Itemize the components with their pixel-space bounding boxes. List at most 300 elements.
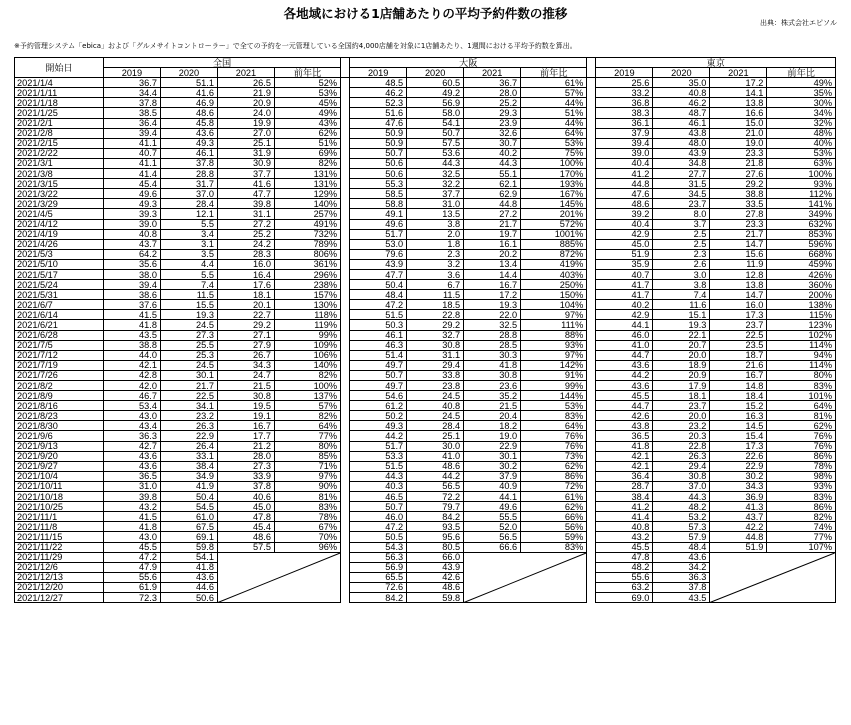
cell-value: 26.7 bbox=[217, 350, 274, 360]
cell-value: 43.8 bbox=[596, 421, 653, 431]
spacer bbox=[341, 582, 350, 592]
cell-value: 57% bbox=[274, 401, 340, 411]
spacer bbox=[587, 98, 596, 108]
cell-value: 60.5 bbox=[407, 78, 464, 88]
cell-value: 37.6 bbox=[103, 300, 160, 310]
spacer bbox=[341, 592, 350, 602]
spacer bbox=[587, 290, 596, 300]
spacer bbox=[341, 350, 350, 360]
col-yoy: 前年比 bbox=[521, 68, 587, 78]
spacer bbox=[341, 209, 350, 219]
row-date: 2021/6/14 bbox=[15, 310, 104, 320]
cell-value: 36.9 bbox=[710, 492, 767, 502]
cell-value: 83% bbox=[767, 381, 836, 391]
row-date: 2021/4/5 bbox=[15, 209, 104, 219]
cell-value: 33.9 bbox=[217, 471, 274, 481]
cell-value: 82% bbox=[274, 370, 340, 380]
cell-value: 53% bbox=[521, 401, 587, 411]
cell-value: 27.1 bbox=[217, 330, 274, 340]
table-row bbox=[15, 532, 836, 542]
cell-value: 13.8 bbox=[710, 98, 767, 108]
cell-value: 41.3 bbox=[710, 502, 767, 512]
cell-value: 48.0 bbox=[653, 138, 710, 148]
cell-value: 20.0 bbox=[653, 411, 710, 421]
cell-value: 12.8 bbox=[710, 269, 767, 279]
spacer bbox=[341, 148, 350, 158]
cell-value: 32.5 bbox=[407, 169, 464, 179]
row-date: 2021/4/26 bbox=[15, 239, 104, 249]
cell-value: 45.4 bbox=[103, 179, 160, 189]
cell-value: 86% bbox=[767, 451, 836, 461]
cell-value: 39.0 bbox=[103, 219, 160, 229]
row-date: 2021/5/17 bbox=[15, 269, 104, 279]
table-row bbox=[15, 461, 836, 471]
spacer bbox=[341, 492, 350, 502]
cell-value: 47.8 bbox=[596, 552, 653, 562]
cell-value: 18.2 bbox=[464, 421, 521, 431]
cell-value: 45.5 bbox=[103, 542, 160, 552]
cell-value: 157% bbox=[274, 290, 340, 300]
region-header-osaka: 大阪 bbox=[350, 58, 587, 68]
table-row bbox=[15, 552, 836, 562]
cell-value: 47.7 bbox=[350, 269, 407, 279]
cell-value: 44.3 bbox=[464, 158, 521, 168]
cell-value: 88% bbox=[521, 330, 587, 340]
cell-value: 23.5 bbox=[710, 340, 767, 350]
cell-value: 41.8 bbox=[103, 522, 160, 532]
table-row bbox=[15, 350, 836, 360]
table-row bbox=[15, 370, 836, 380]
cell-value: 43.4 bbox=[103, 421, 160, 431]
cell-value: 28.8 bbox=[160, 169, 217, 179]
spacer bbox=[587, 391, 596, 401]
spacer bbox=[341, 269, 350, 279]
row-date: 2021/1/11 bbox=[15, 88, 104, 98]
cell-value: 63% bbox=[767, 158, 836, 168]
cell-value: 55.1 bbox=[464, 169, 521, 179]
row-date: 2021/7/19 bbox=[15, 360, 104, 370]
cell-value: 62% bbox=[274, 128, 340, 138]
cell-value: 50.7 bbox=[350, 370, 407, 380]
cell-value: 30.1 bbox=[464, 451, 521, 461]
spacer bbox=[587, 340, 596, 350]
cell-value: 22.8 bbox=[653, 441, 710, 451]
cell-value: 49.6 bbox=[350, 219, 407, 229]
cell-value: 93% bbox=[767, 179, 836, 189]
cell-value: 200% bbox=[767, 290, 836, 300]
cell-value: 47.6 bbox=[596, 189, 653, 199]
cell-value: 23.7 bbox=[653, 199, 710, 209]
cell-value: 21.5 bbox=[217, 381, 274, 391]
cell-value: 20.9 bbox=[653, 370, 710, 380]
cell-value: 53% bbox=[274, 88, 340, 98]
cell-value: 37.9 bbox=[596, 128, 653, 138]
cell-value: 27.2 bbox=[217, 219, 274, 229]
spacer bbox=[341, 169, 350, 179]
cell-value: 83% bbox=[521, 411, 587, 421]
table-row bbox=[15, 118, 836, 128]
cell-value: 49% bbox=[274, 108, 340, 118]
cell-value: 93.5 bbox=[407, 522, 464, 532]
spacer bbox=[341, 98, 350, 108]
cell-value: 50.7 bbox=[350, 502, 407, 512]
spacer bbox=[587, 330, 596, 340]
spacer bbox=[341, 118, 350, 128]
cell-value: 95.6 bbox=[407, 532, 464, 542]
row-date: 2021/5/24 bbox=[15, 280, 104, 290]
spacer bbox=[341, 481, 350, 491]
cell-value: 48.6 bbox=[217, 532, 274, 542]
cell-value: 97% bbox=[521, 350, 587, 360]
row-date: 2021/2/22 bbox=[15, 148, 104, 158]
cell-value: 26.3 bbox=[160, 421, 217, 431]
cell-value: 62% bbox=[521, 461, 587, 471]
cell-value: 18.5 bbox=[407, 300, 464, 310]
cell-value: 11.5 bbox=[160, 290, 217, 300]
cell-value: 47.8 bbox=[217, 512, 274, 522]
cell-value: 80% bbox=[767, 370, 836, 380]
cell-value: 76% bbox=[767, 441, 836, 451]
cell-value: 77% bbox=[274, 431, 340, 441]
cell-value: 47.2 bbox=[350, 522, 407, 532]
cell-value: 17.6 bbox=[217, 280, 274, 290]
cell-value: 41.7 bbox=[596, 290, 653, 300]
cell-value: 43.6 bbox=[103, 451, 160, 461]
cell-value: 22.1 bbox=[653, 330, 710, 340]
spacer bbox=[587, 370, 596, 380]
cell-value: 19.7 bbox=[464, 229, 521, 239]
spacer bbox=[587, 138, 596, 148]
row-date: 2021/5/31 bbox=[15, 290, 104, 300]
cell-value: 53% bbox=[767, 148, 836, 158]
cell-value: 43.9 bbox=[407, 562, 464, 572]
table-row bbox=[15, 421, 836, 431]
cell-value: 43.6 bbox=[160, 128, 217, 138]
spacer bbox=[587, 471, 596, 481]
spacer bbox=[341, 239, 350, 249]
cell-value: 16.0 bbox=[217, 259, 274, 269]
cell-value: 2.0 bbox=[407, 229, 464, 239]
cell-value: 34.3 bbox=[217, 360, 274, 370]
cell-value: 78% bbox=[767, 461, 836, 471]
table-row bbox=[15, 320, 836, 330]
cell-value: 50.6 bbox=[350, 158, 407, 168]
cell-value: 20.4 bbox=[464, 411, 521, 421]
row-date: 2021/4/19 bbox=[15, 229, 104, 239]
cell-value: 75% bbox=[521, 148, 587, 158]
cell-value: 86% bbox=[521, 471, 587, 481]
cell-value: 64% bbox=[274, 421, 340, 431]
cell-value: 732% bbox=[274, 229, 340, 239]
cell-value: 74% bbox=[767, 522, 836, 532]
cell-value: 36.1 bbox=[596, 118, 653, 128]
cell-value: 44.2 bbox=[407, 471, 464, 481]
table-row bbox=[15, 492, 836, 502]
cell-value: 41.2 bbox=[596, 169, 653, 179]
cell-value: 22.0 bbox=[464, 310, 521, 320]
spacer bbox=[341, 249, 350, 259]
spacer bbox=[341, 532, 350, 542]
row-date: 2021/7/26 bbox=[15, 370, 104, 380]
cell-value: 54.6 bbox=[350, 391, 407, 401]
row-date: 2021/3/22 bbox=[15, 189, 104, 199]
cell-value: 98% bbox=[767, 471, 836, 481]
spacer bbox=[341, 88, 350, 98]
spacer bbox=[587, 320, 596, 330]
col-2021: 2021 bbox=[710, 68, 767, 78]
cell-value: 14.7 bbox=[710, 239, 767, 249]
col-2021: 2021 bbox=[217, 68, 274, 78]
cell-value: 48.7 bbox=[653, 108, 710, 118]
table-row bbox=[15, 401, 836, 411]
row-date: 2021/8/2 bbox=[15, 381, 104, 391]
cell-value: 99% bbox=[274, 330, 340, 340]
spacer bbox=[341, 411, 350, 421]
spacer bbox=[341, 78, 350, 88]
cell-value: 24.7 bbox=[217, 370, 274, 380]
cell-value: 14.5 bbox=[710, 421, 767, 431]
col-2019: 2019 bbox=[103, 68, 160, 78]
cell-value: 49.2 bbox=[407, 88, 464, 98]
cell-value: 16.0 bbox=[710, 300, 767, 310]
spacer bbox=[341, 58, 350, 78]
cell-value: 45.5 bbox=[596, 391, 653, 401]
cell-value: 41.9 bbox=[160, 481, 217, 491]
spacer bbox=[341, 300, 350, 310]
cell-value: 84.2 bbox=[350, 592, 407, 602]
cell-value: 41.5 bbox=[103, 310, 160, 320]
cell-value: 29.2 bbox=[217, 320, 274, 330]
row-date: 2021/4/12 bbox=[15, 219, 104, 229]
cell-value: 15.2 bbox=[710, 401, 767, 411]
cell-value: 28.4 bbox=[407, 421, 464, 431]
cell-value: 138% bbox=[767, 300, 836, 310]
cell-value: 25.1 bbox=[407, 431, 464, 441]
cell-value: 52.0 bbox=[464, 522, 521, 532]
table-row bbox=[15, 502, 836, 512]
cell-value: 20.3 bbox=[653, 431, 710, 441]
cell-value: 167% bbox=[521, 189, 587, 199]
cell-value: 42.6 bbox=[596, 411, 653, 421]
cell-value: 43.6 bbox=[160, 572, 217, 582]
cell-value: 41.1 bbox=[103, 138, 160, 148]
cell-value: 37.8 bbox=[160, 158, 217, 168]
cell-value: 81% bbox=[274, 492, 340, 502]
cell-value: 21.7 bbox=[464, 219, 521, 229]
spacer bbox=[587, 350, 596, 360]
cell-value: 22.7 bbox=[217, 310, 274, 320]
cell-value: 22.8 bbox=[407, 310, 464, 320]
cell-value: 55.5 bbox=[464, 512, 521, 522]
cell-value: 19.1 bbox=[217, 411, 274, 421]
cell-value: 2.3 bbox=[653, 249, 710, 259]
spacer bbox=[587, 179, 596, 189]
cell-value: 56.9 bbox=[407, 98, 464, 108]
cell-value: 44.2 bbox=[350, 431, 407, 441]
cell-value: 50.7 bbox=[350, 148, 407, 158]
cell-value: 93% bbox=[767, 481, 836, 491]
cell-value: 43% bbox=[274, 118, 340, 128]
cell-value: 43.8 bbox=[653, 128, 710, 138]
row-date: 2021/1/4 bbox=[15, 78, 104, 88]
cell-value: 40% bbox=[767, 138, 836, 148]
cell-value: 54.1 bbox=[407, 118, 464, 128]
cell-value: 41.6 bbox=[160, 88, 217, 98]
cell-value: 51% bbox=[521, 108, 587, 118]
spacer bbox=[341, 199, 350, 209]
table-row bbox=[15, 340, 836, 350]
row-date: 2021/11/15 bbox=[15, 532, 104, 542]
cell-value: 31.5 bbox=[653, 179, 710, 189]
cell-value: 109% bbox=[274, 340, 340, 350]
cell-value: 20.2 bbox=[464, 249, 521, 259]
spacer bbox=[341, 138, 350, 148]
cell-value: 38.4 bbox=[160, 461, 217, 471]
table-row bbox=[15, 290, 836, 300]
spacer bbox=[587, 169, 596, 179]
cell-value: 102% bbox=[767, 330, 836, 340]
cell-value: 45.5 bbox=[596, 542, 653, 552]
cell-value: 79.6 bbox=[350, 249, 407, 259]
cell-value: 66.0 bbox=[407, 552, 464, 562]
cell-value: 21.6 bbox=[710, 360, 767, 370]
cell-value: 144% bbox=[521, 391, 587, 401]
table-body bbox=[15, 78, 836, 603]
cell-value: 123% bbox=[767, 320, 836, 330]
cell-value: 150% bbox=[521, 290, 587, 300]
cell-value: 52.3 bbox=[350, 98, 407, 108]
cell-value: 40.8 bbox=[653, 88, 710, 98]
cell-value: 145% bbox=[521, 199, 587, 209]
cell-value: 22.9 bbox=[464, 441, 521, 451]
cell-value: 100% bbox=[274, 381, 340, 391]
cell-value: 36.5 bbox=[596, 431, 653, 441]
row-date: 2021/1/25 bbox=[15, 108, 104, 118]
cell-value: 54.3 bbox=[350, 542, 407, 552]
date-header: 開始日 bbox=[15, 58, 104, 78]
cell-value: 67.5 bbox=[160, 522, 217, 532]
cell-value: 25.2 bbox=[464, 98, 521, 108]
cell-value: 30.2 bbox=[464, 461, 521, 471]
cell-value: 42.1 bbox=[596, 461, 653, 471]
spacer bbox=[341, 431, 350, 441]
cell-value: 35.2 bbox=[464, 391, 521, 401]
cell-value: 26.5 bbox=[217, 78, 274, 88]
cell-value: 37.8 bbox=[653, 582, 710, 592]
row-date: 2021/2/8 bbox=[15, 128, 104, 138]
cell-value: 46.9 bbox=[160, 98, 217, 108]
spacer bbox=[587, 269, 596, 279]
cell-value: 23.8 bbox=[407, 381, 464, 391]
cell-value: 86% bbox=[767, 502, 836, 512]
spacer bbox=[587, 381, 596, 391]
cell-value: 22.9 bbox=[160, 431, 217, 441]
cell-value: 45.0 bbox=[217, 502, 274, 512]
cell-value: 40.2 bbox=[464, 148, 521, 158]
cell-value: 40.3 bbox=[350, 481, 407, 491]
cell-value: 51.1 bbox=[160, 78, 217, 88]
cell-value: 48.6 bbox=[407, 582, 464, 592]
cell-value: 107% bbox=[767, 542, 836, 552]
spacer bbox=[587, 310, 596, 320]
cell-value: 32% bbox=[767, 118, 836, 128]
cell-value: 40.4 bbox=[596, 219, 653, 229]
cell-value: 78% bbox=[274, 512, 340, 522]
table-row bbox=[15, 269, 836, 279]
cell-value: 17.9 bbox=[653, 381, 710, 391]
cell-value: 129% bbox=[274, 189, 340, 199]
cell-value: 257% bbox=[274, 209, 340, 219]
spacer bbox=[341, 502, 350, 512]
cell-value: 46.2 bbox=[653, 98, 710, 108]
spacer bbox=[587, 360, 596, 370]
cell-value: 61% bbox=[521, 492, 587, 502]
cell-value: 36.8 bbox=[596, 98, 653, 108]
cell-value: 47.7 bbox=[217, 189, 274, 199]
cell-value: 53.3 bbox=[350, 451, 407, 461]
cell-value: 49.6 bbox=[103, 189, 160, 199]
cell-value: 114% bbox=[767, 340, 836, 350]
spacer bbox=[341, 310, 350, 320]
cell-value: 19.3 bbox=[653, 320, 710, 330]
spacer bbox=[587, 492, 596, 502]
cell-value: 96% bbox=[274, 542, 340, 552]
cell-value: 15.0 bbox=[710, 118, 767, 128]
cell-value: 30.8 bbox=[653, 471, 710, 481]
cell-value: 100% bbox=[521, 158, 587, 168]
cell-value: 63.2 bbox=[596, 582, 653, 592]
cell-value: 28.8 bbox=[464, 330, 521, 340]
methodology-note: ※予約管理システム「ebica」および「グルメサイトコントローラー」で全ての予約を一元管理している全国約4,000店舗を対象に1店舗あたり、1週間における平均予約数を算出。 bbox=[14, 42, 577, 50]
table-row bbox=[15, 441, 836, 451]
spacer bbox=[587, 108, 596, 118]
cell-value: 23.2 bbox=[653, 421, 710, 431]
cell-value: 2.3 bbox=[407, 249, 464, 259]
table-row bbox=[15, 158, 836, 168]
cell-value: 38.8 bbox=[710, 189, 767, 199]
cell-value: 48.5 bbox=[350, 78, 407, 88]
cell-value: 83% bbox=[274, 502, 340, 512]
cell-value: 8.0 bbox=[653, 209, 710, 219]
cell-value: 34.5 bbox=[653, 189, 710, 199]
cell-value: 72.6 bbox=[350, 582, 407, 592]
spacer bbox=[341, 461, 350, 471]
cell-value: 3.2 bbox=[407, 259, 464, 269]
cell-value: 47.2 bbox=[103, 552, 160, 562]
cell-value: 54.1 bbox=[160, 552, 217, 562]
cell-value: 50.6 bbox=[160, 592, 217, 602]
cell-value: 43.6 bbox=[596, 360, 653, 370]
cell-value: 43.7 bbox=[710, 512, 767, 522]
table-row bbox=[15, 179, 836, 189]
cell-value: 48% bbox=[767, 128, 836, 138]
cell-value: 80% bbox=[274, 441, 340, 451]
cell-value: 101% bbox=[767, 391, 836, 401]
cell-value: 24.2 bbox=[217, 239, 274, 249]
spacer bbox=[587, 189, 596, 199]
spacer bbox=[587, 280, 596, 290]
cell-value: 21.0 bbox=[710, 128, 767, 138]
cell-value: 41.0 bbox=[596, 340, 653, 350]
row-date: 2021/11/1 bbox=[15, 512, 104, 522]
cell-value: 62% bbox=[521, 502, 587, 512]
cell-value: 572% bbox=[521, 219, 587, 229]
cell-value: 1001% bbox=[521, 229, 587, 239]
cell-value: 32.6 bbox=[464, 128, 521, 138]
cell-value: 48.2 bbox=[596, 562, 653, 572]
spacer bbox=[587, 451, 596, 461]
cell-value: 43.9 bbox=[653, 148, 710, 158]
